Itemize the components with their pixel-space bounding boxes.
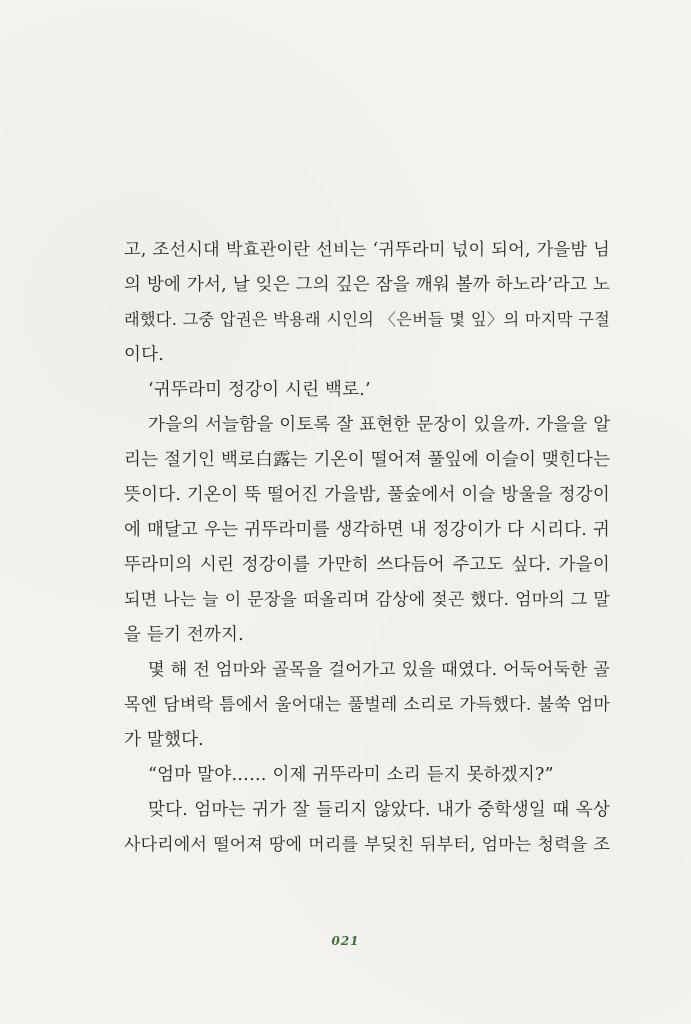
text-line: ‘귀뚜라미 정강이 시린 백로.’ [148, 380, 371, 400]
text-line: 의 방에 가서, 날 잊은 그의 깊은 잠을 깨워 볼까 하노라’라고 노 [124, 275, 610, 295]
page-number: 021 [331, 934, 360, 948]
text-line: 리는 절기인 백로白露는 기온이 떨어져 풀잎에 이슬이 맺힌다는 [124, 450, 611, 470]
text-line: 뜻이다. 기온이 뚝 떨어진 가을밤, 풀숲에서 이슬 방울을 정강이 [124, 485, 610, 505]
text-line: 고, 조선시대 박효관이란 선비는 ‘귀뚜라미 넋이 되어, 가을밤 님 [124, 240, 610, 260]
text-line: 되면 나는 늘 이 문장을 떠올리며 감상에 젖곤 했다. 엄마의 그 말 [124, 590, 610, 610]
text-line: “엄마 말야…… 이제 귀뚜라미 소리 듣지 못하겠지?” [148, 765, 554, 785]
text-line: 가 말했다. [124, 730, 204, 750]
text-line: 몇 해 전 엄마와 골목을 걸어가고 있을 때였다. 어둑어둑한 골 [148, 660, 610, 680]
text-line: 가을의 서늘함을 이토록 잘 표현한 문장이 있을까. 가을을 알 [148, 415, 611, 435]
text-line: 사다리에서 떨어져 땅에 머리를 부딪친 뒤부터, 엄마는 청력을 조 [124, 835, 610, 855]
text-line: 에 매달고 우는 귀뚜라미를 생각하면 내 정강이가 다 시리다. 귀 [124, 520, 610, 540]
text-line: 뚜라미의 시린 정강이를 가만히 쓰다듬어 주고도 싶다. 가을이 [124, 555, 610, 575]
text-line: 이다. [124, 345, 164, 365]
text-line: 목엔 담벼락 틈에서 울어대는 풀벌레 소리로 가득했다. 불쑥 엄마 [124, 695, 610, 715]
body-text [124, 240, 610, 870]
text-line: 맞다. 엄마는 귀가 잘 들리지 않았다. 내가 중학생일 때 옥상 [148, 800, 610, 820]
text-line: 래했다. 그중 압권은 박용래 시인의 〈은버들 몇 잎〉의 마지막 구절 [124, 310, 610, 329]
text-line: 을 듣기 전까지. [124, 625, 244, 645]
